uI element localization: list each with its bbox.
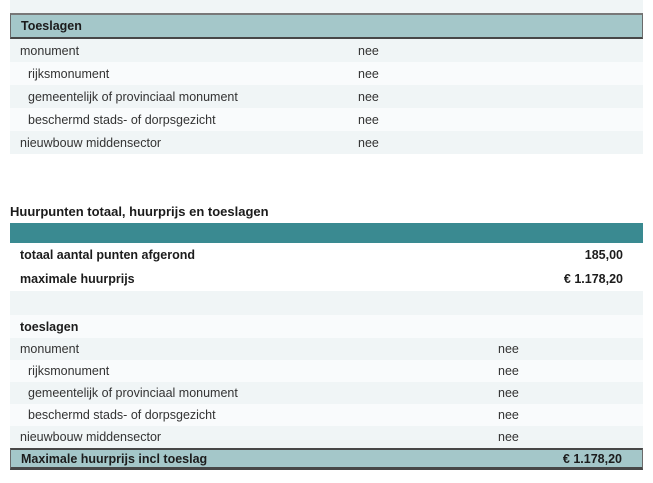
row-value: nee <box>358 89 379 104</box>
table-row <box>10 131 643 154</box>
row-label: gemeentelijk of provinciaal monument <box>28 89 238 104</box>
row-amount: 185,00 <box>584 248 623 262</box>
row-label: rijksmonument <box>28 66 110 81</box>
row-value: nee <box>498 364 519 378</box>
table-toeslagen-header <box>10 13 643 39</box>
table-row <box>10 267 643 291</box>
table-row <box>10 85 643 108</box>
row-label: maximale huurprijs <box>20 272 135 286</box>
table-row <box>10 243 643 267</box>
table-row <box>10 108 643 131</box>
table-toeslagen-header-label: Toeslagen <box>21 19 82 33</box>
row-value: nee <box>498 342 519 356</box>
row-value: nee <box>358 66 379 81</box>
row-label: monument <box>20 43 80 58</box>
table-row <box>10 338 643 360</box>
total-row <box>10 448 643 470</box>
total-label: Maximale huurprijs incl toeslag <box>21 451 208 466</box>
table-totals <box>10 243 643 470</box>
row-value: nee <box>498 430 519 444</box>
table-row <box>10 62 643 85</box>
row-label: gemeentelijk of provinciaal monument <box>28 386 238 400</box>
report-page <box>10 0 643 470</box>
row-value: nee <box>358 43 379 58</box>
row-label: nieuwbouw middensector <box>20 135 162 150</box>
row-label: monument <box>20 342 80 356</box>
table-toeslagen-top-strip <box>10 0 643 13</box>
row-value: nee <box>498 408 519 422</box>
row-label: rijksmonument <box>28 364 110 378</box>
subheading-row <box>10 315 643 338</box>
table-toeslagen <box>10 39 643 154</box>
subheading-label: toeslagen <box>20 319 79 334</box>
row-label: beschermd stads- of dorpsgezicht <box>28 112 216 127</box>
table-row <box>10 404 643 426</box>
table-row <box>10 360 643 382</box>
total-amount: € 1.178,20 <box>562 451 622 466</box>
table-row <box>10 382 643 404</box>
row-value: nee <box>498 386 519 400</box>
table-totals-header-bar <box>10 223 643 243</box>
blank-row <box>10 291 643 315</box>
row-label: beschermd stads- of dorpsgezicht <box>28 408 216 422</box>
row-label: totaal aantal punten afgerond <box>20 248 196 262</box>
row-value: nee <box>358 112 379 127</box>
table-row <box>10 39 643 62</box>
row-amount: € 1.178,20 <box>563 272 623 286</box>
row-label: nieuwbouw middensector <box>20 430 162 444</box>
section-heading: Huurpunten totaal, huurprijs en toeslagen <box>10 204 269 219</box>
row-value: nee <box>358 135 379 150</box>
table-row <box>10 426 643 448</box>
